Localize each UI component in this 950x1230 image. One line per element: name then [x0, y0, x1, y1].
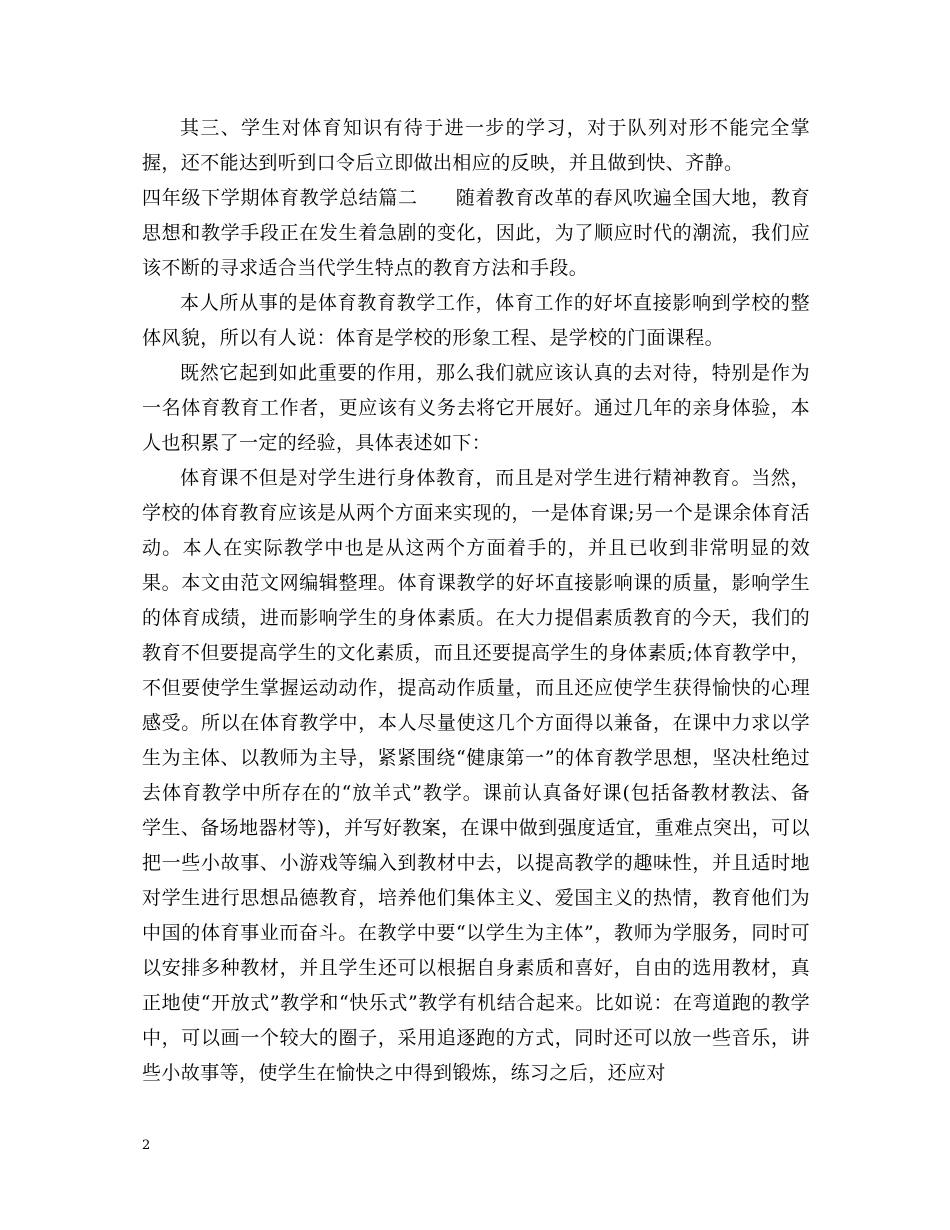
paragraph-5: 体育课不但是对学生进行身体教育，而且是对学生进行精神教育。当然，学校的体育教育应该是从两个方面来实现的，一是体育课;另一个是课余体育活动。本人在实际教学中也是从这两个方面着手的，并且已收到非常明显的效果。本文由范文网编辑整理。体育课教学的好坏直接影响课的质量，影响学生的体育成绩，进而影响学生的身体素质。在大力提倡素质教育的今天，我们的教育不但要提高学生的文化素质，而且还要提高学生的身体素质;体育教学中，不但要使学生掌握运动动作，提高动作质量，而且还应使学生获得愉快的心理感受。所以在体育教学中，本人尽量使这几个方面得以兼备，在课中力求以学生为主体、以教师为主导，紧紧围绕“健康第一”的体育教学思想，坚决杜绝过去体育教学中所存在的“放羊式”教学。课前认真备好课(包括备教材教法、备学生、备场地器材等)，并写好教案，在课中做到强度适宜，重难点突出，可以把一些小故事、小游戏等编入到教材中去，以提高教学的趣味性，并且适时地对学生进行思想品德教育，培养他们集体主义、爱国主义的热情，教育他们为中国的体育事业而奋斗。在教学中要“以学生为主体”，教师为学服务，同时可以安排多种教材，并且学生还可以根据自身素质和喜好，自由的选用教材，真正地使“开放式”教学和“快乐式”教学有机结合起来。比如说：在弯道跑的教学中，可以画一个较大的圈子，采用追逐跑的方式，同时还可以放一些音乐，讲些小故事等，使学生在愉快之中得到锻炼，练习之后，还应对 — [142, 467, 810, 1084]
paragraph-4: 既然它起到如此重要的作用，那么我们就应该认真的去对待，特别是作为一名体育教育工作者，更应该有义务去将它开展好。通过几年的亲身体验，本人也积累了一定的经验，具体表述如下： — [142, 362, 810, 454]
paragraph-2 — [142, 181, 810, 286]
page-number: 2 — [142, 1138, 151, 1153]
section-heading: 四年级下学期体育教学总结篇二 — [142, 187, 418, 209]
document-body — [142, 111, 810, 1091]
paragraph-3: 本人所从事的是体育教育教学工作，体育工作的好坏直接影响到学校的整体风貌，所以有人说：体育是学校的形象工程、是学校的门面课程。 — [142, 292, 810, 349]
paragraph-1: 其三、学生对体育知识有待于进一步的学习，对于队列对形不能完全掌握，还不能达到听到口令后立即做出相应的反映，并且做到快、齐静。 — [142, 117, 810, 174]
paragraph-2-text: 随着教育改革的春风吹遍全国大地，教育思想和教学手段正在发生着急剧的变化，因此，为了顺应时代的潮流，我们应该不断的寻求适合当代学生特点的教育方法和手段。 — [142, 187, 810, 279]
